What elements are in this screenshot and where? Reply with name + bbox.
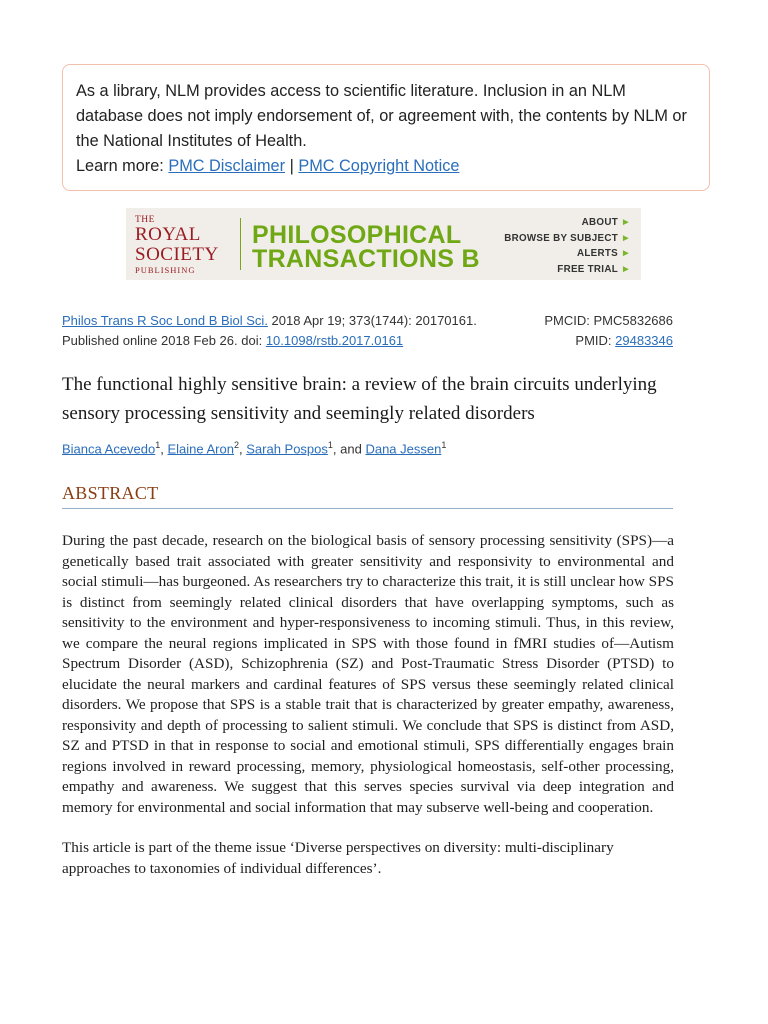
pmid xyxy=(575,331,673,351)
banner-menu-about[interactable]: ABOUT ► xyxy=(581,217,631,228)
logo-publishing: PUBLISHING xyxy=(135,265,196,275)
citation-block xyxy=(62,311,673,351)
nlm-disclaimer-notice xyxy=(62,64,710,191)
abstract-paragraph: During the past decade, research on the biological basis of sensory processing sensitivity (SPS)—a genetically based trait associated with greater sensitivity and responsivity to environmental and social stimuli—has burgeoned. As researchers try to characterize this trait, it is still unclear how SPS is distinct from seemingly related clinical disorders that have overlapping symptoms, such as sensitivity to the environment and hyper-responsiveness to incoming stimuli. Thus, in this review, we compare the neural regions implicated in SPS with those found in fMRI studies of—Autism Spectrum Disorder (ASD), Schizophrenia (SZ) and Post-Traumatic Stress Disorder (PTSD) to elucidate the neural markers and cardinal features of SPS versus these seemingly related clinical disorders. We propose that SPS is a stable trait that is characterized by greater empathy, awareness, responsivity and depth of processing to salient stimuli. We conclude that SPS is distinct from ASD, SZ and PTSD in that in response to social and emotional stimuli, SPS differentially engages brain regions involved in reward processing, memory, physiological homeostasis, self-other processing, empathy and awareness. We suggest that this serves species survival via deep integration and memory for environmental and social information that may subserve well-being and cooperation. xyxy=(62,532,674,816)
learn-more-label: Learn more: xyxy=(76,157,164,175)
banner-menu-free-trial[interactable]: FREE TRIAL ► xyxy=(557,263,631,275)
pmid-label: PMID: xyxy=(575,333,616,348)
author-affiliation: 1 xyxy=(155,440,161,450)
banner-menu-alerts[interactable]: ALERTS ► xyxy=(577,248,631,259)
author-link[interactable]: Bianca Acevedo xyxy=(62,441,156,457)
notice-text: As a library, NLM provides access to scientific literature. Inclusion in an NLM database does not imply endorsement of, or agreement with, the contents by NLM or the National Institutes of Health. xyxy=(76,82,687,150)
pmcid: PMCID: PMC5832686 xyxy=(544,313,673,328)
journal-title-line2: TRANSACTIONS B xyxy=(252,245,480,273)
author-affiliation: 1 xyxy=(327,440,333,450)
published-online: Published online 2018 Feb 26. doi: xyxy=(62,333,266,348)
author-list: Bianca Acevedo$^1$, Elaine Aron$^2$, Sarah Pospos$^1$, and Dana Jessen$^1$ xyxy=(62,440,447,457)
doi-link[interactable]: 10.1098/rstb.2017.0161 xyxy=(265,333,404,348)
author-affiliation: 2 xyxy=(233,440,239,450)
author-link[interactable]: Sarah Pospos xyxy=(246,441,328,457)
journal-link[interactable]: Philos Trans R Soc Lond B Biol Sci. xyxy=(62,313,268,328)
author-link[interactable]: Dana Jessen xyxy=(365,441,442,457)
triangle-right-icon: ► xyxy=(621,263,631,275)
citation-row-2 xyxy=(62,331,673,351)
journal-title[interactable] xyxy=(252,223,480,271)
abstract-body xyxy=(62,531,674,899)
citation-details: 2018 Apr 19; 373(1744): 20170161. xyxy=(267,313,477,328)
logo-society: SOCIETY xyxy=(135,244,219,265)
banner-menu-browse-by-subject[interactable]: BROWSE BY SUBJECT ► xyxy=(504,232,631,244)
article-title: The functional highly sensitive brain: a review of the brain circuits underlying sensory processing sensitivity and seemingly related disorders xyxy=(62,374,657,424)
pmid-link[interactable]: 29483346 xyxy=(615,333,673,348)
logo-royal: ROYAL xyxy=(135,224,201,245)
royal-society-logo[interactable] xyxy=(135,215,219,276)
banner-menu xyxy=(504,215,631,277)
author-affiliation: 1 xyxy=(441,440,447,450)
abstract-heading: ABSTRACT xyxy=(62,483,673,509)
banner-divider xyxy=(240,218,241,270)
theme-issue-note: This article is part of the theme issue ‘Diverse perspectives on diversity: multi-disciplinary approaches to taxonomies of individual differences’. xyxy=(62,839,614,877)
triangle-right-icon: ► xyxy=(621,248,631,259)
pmc-disclaimer-link[interactable]: PMC Disclaimer xyxy=(168,157,286,175)
triangle-right-icon: ► xyxy=(621,217,631,228)
logo-the: THE xyxy=(135,215,155,225)
pmc-copyright-link[interactable]: PMC Copyright Notice xyxy=(298,157,460,175)
author-link[interactable]: Elaine Aron xyxy=(167,441,234,457)
journal-banner[interactable] xyxy=(126,208,641,280)
link-separator: | xyxy=(289,157,294,175)
journal-title-line1: PHILOSOPHICAL xyxy=(252,221,462,249)
citation-row-1 xyxy=(62,311,673,331)
triangle-right-icon: ► xyxy=(621,232,631,244)
